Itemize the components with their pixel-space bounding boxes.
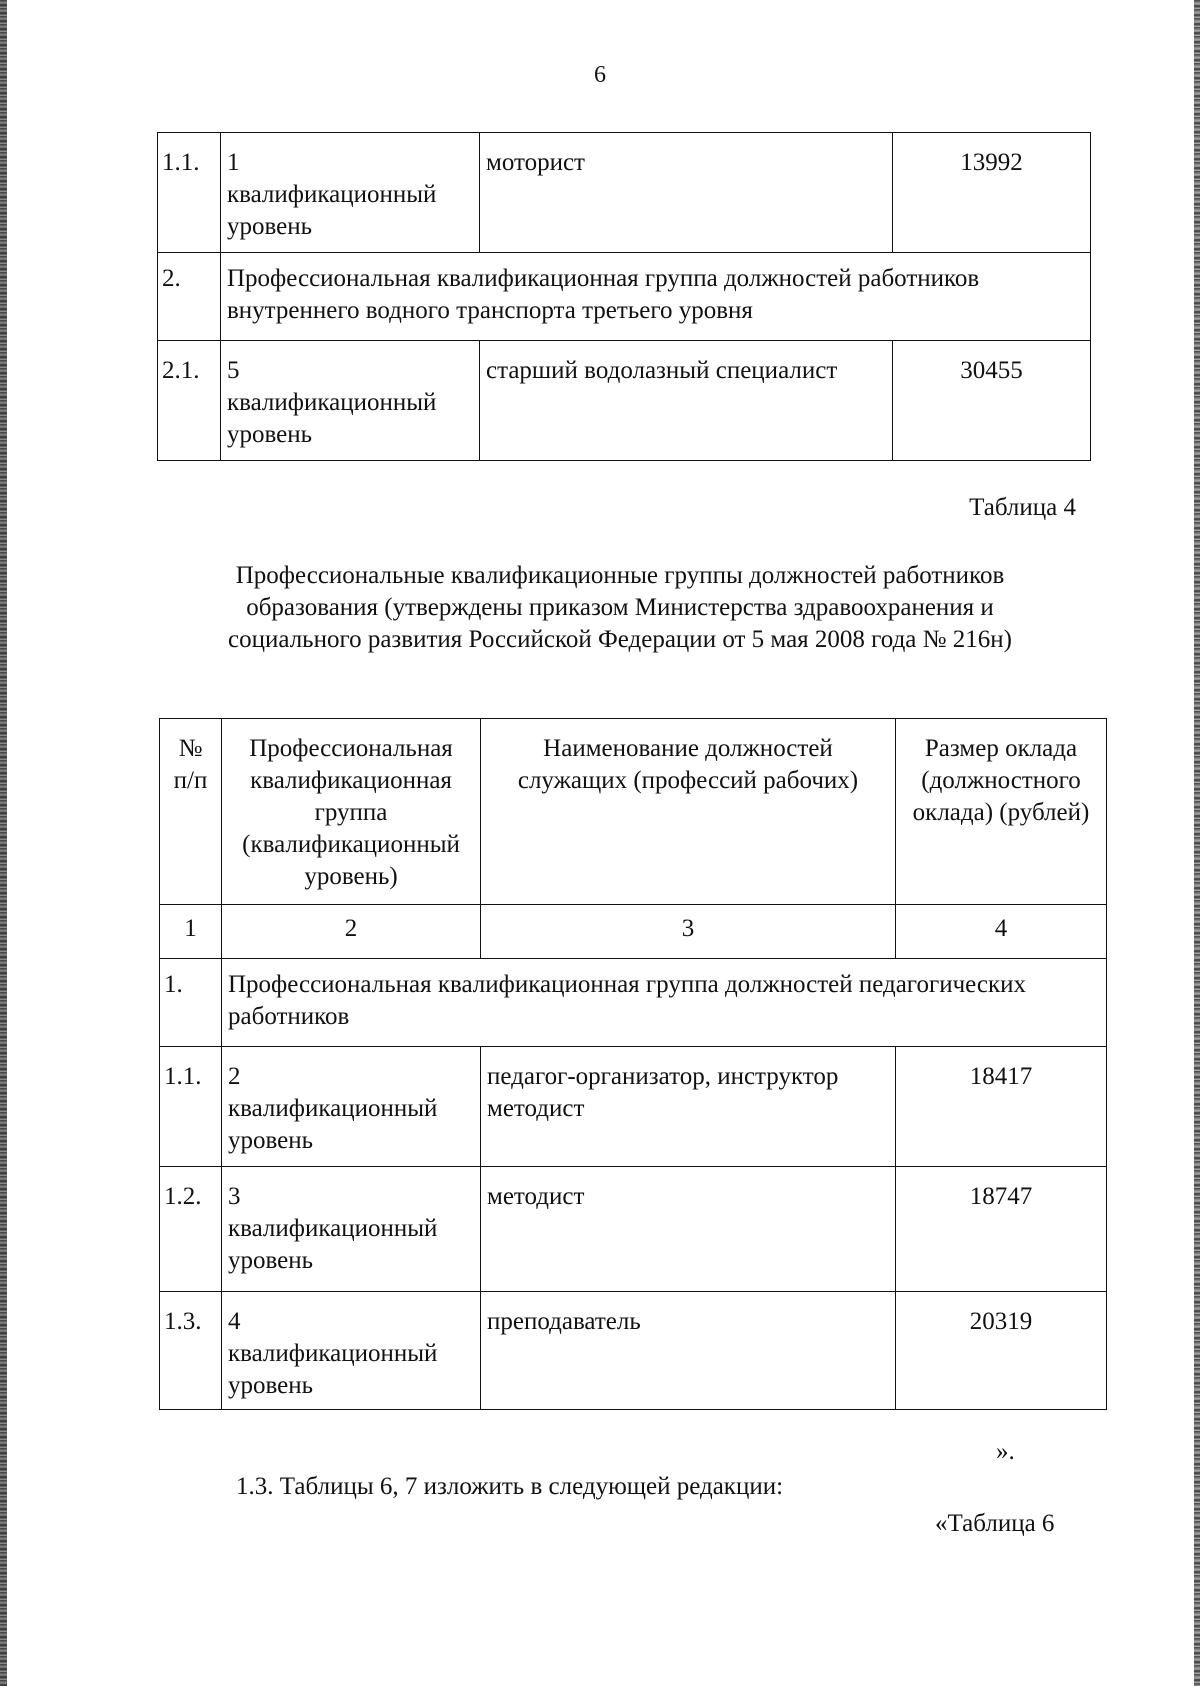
- level-label-suffix: уровень: [227, 213, 313, 240]
- row-number: 1.3.: [160, 1292, 222, 1410]
- table-6-caption: «Таблица 6: [935, 1510, 1055, 1537]
- level-number: 1: [227, 149, 240, 176]
- level-label: квалификационный: [227, 389, 437, 416]
- salary-value: 18747: [896, 1167, 1107, 1292]
- amendment-paragraph: 1.3. Таблицы 6, 7 изложить в следующей редакции:: [236, 1473, 784, 1500]
- table-row: [158, 341, 1091, 461]
- qualification-level: [221, 133, 480, 253]
- row-number: 1.2.: [160, 1167, 222, 1292]
- header-row: [160, 719, 1107, 905]
- column-number: 4: [896, 905, 1107, 959]
- level-label-suffix: уровень: [228, 1247, 314, 1274]
- level-number: 2: [228, 1063, 241, 1090]
- level-label: квалификационный: [227, 181, 437, 208]
- group-title: Профессиональная квалификационная группа должностей педагогических работников: [222, 959, 1107, 1047]
- table-4-caption: Таблица 4: [969, 494, 1076, 521]
- level-label-suffix: уровень: [228, 1372, 314, 1399]
- salary-value: 20319: [896, 1292, 1107, 1410]
- column-number: 1: [160, 905, 222, 959]
- level-label: квалификационный: [228, 1095, 438, 1122]
- header-position: Наименование должностей служащих (профессий рабочих): [481, 719, 896, 905]
- group-row: [158, 253, 1091, 341]
- level-label: квалификационный: [228, 1215, 438, 1242]
- qualification-level: [222, 1047, 481, 1167]
- group-title: Профессиональная квалификационная группа должностей работников внутреннего водного транспорта третьего уровня: [221, 253, 1091, 341]
- column-number-row: [160, 905, 1107, 959]
- table-row: [160, 1047, 1107, 1167]
- table-row: [158, 133, 1091, 253]
- level-label-suffix: уровень: [227, 421, 313, 448]
- position-name: преподаватель: [481, 1292, 896, 1410]
- header-group: Профессиональная квалификационная группа (квалификационный уровень): [222, 719, 481, 905]
- salary-value: 13992: [893, 133, 1091, 253]
- table-4: [159, 718, 1107, 1410]
- row-number: 2.1.: [158, 341, 221, 461]
- closing-quote: ».: [996, 1438, 1015, 1465]
- qualification-level: [222, 1167, 481, 1292]
- qualification-level: [221, 341, 480, 461]
- row-number: 1.1.: [158, 133, 221, 253]
- group-number: 2.: [158, 253, 221, 341]
- level-label-suffix: уровень: [228, 1127, 314, 1154]
- header-number: № п/п: [160, 719, 222, 905]
- position-name: моторист: [480, 133, 893, 253]
- position-name: методист: [481, 1167, 896, 1292]
- position-name: старший водолазный специалист: [480, 341, 893, 461]
- group-number: 1.: [160, 959, 222, 1047]
- header-salary: Размер оклада (должностного оклада) (рублей): [896, 719, 1107, 905]
- scan-edge-right: [1194, 0, 1200, 1686]
- table-row: [160, 1167, 1107, 1292]
- table-4-title: Профессиональные квалификационные группы должностей работников образования (утверждены приказом Министерства здравоохранения и социального развития Российской Федерации от 5 мая 2008 года № 216н): [228, 562, 1012, 653]
- column-number: 3: [481, 905, 896, 959]
- level-number: 4: [228, 1308, 241, 1335]
- table-row: [160, 1292, 1107, 1410]
- level-number: 3: [228, 1183, 241, 1210]
- column-number: 2: [222, 905, 481, 959]
- scan-edge-left: [0, 0, 7, 1686]
- level-label: квалификационный: [228, 1340, 438, 1367]
- position-name: педагог-организатор, инструктор методист: [481, 1047, 896, 1167]
- salary-value: 30455: [893, 341, 1091, 461]
- salary-value: 18417: [896, 1047, 1107, 1167]
- group-row: [160, 959, 1107, 1047]
- page-number: 6: [594, 62, 606, 88]
- qualification-level: [222, 1292, 481, 1410]
- level-number: 5: [227, 357, 240, 384]
- row-number: 1.1.: [160, 1047, 222, 1167]
- continuation-table: [157, 132, 1091, 461]
